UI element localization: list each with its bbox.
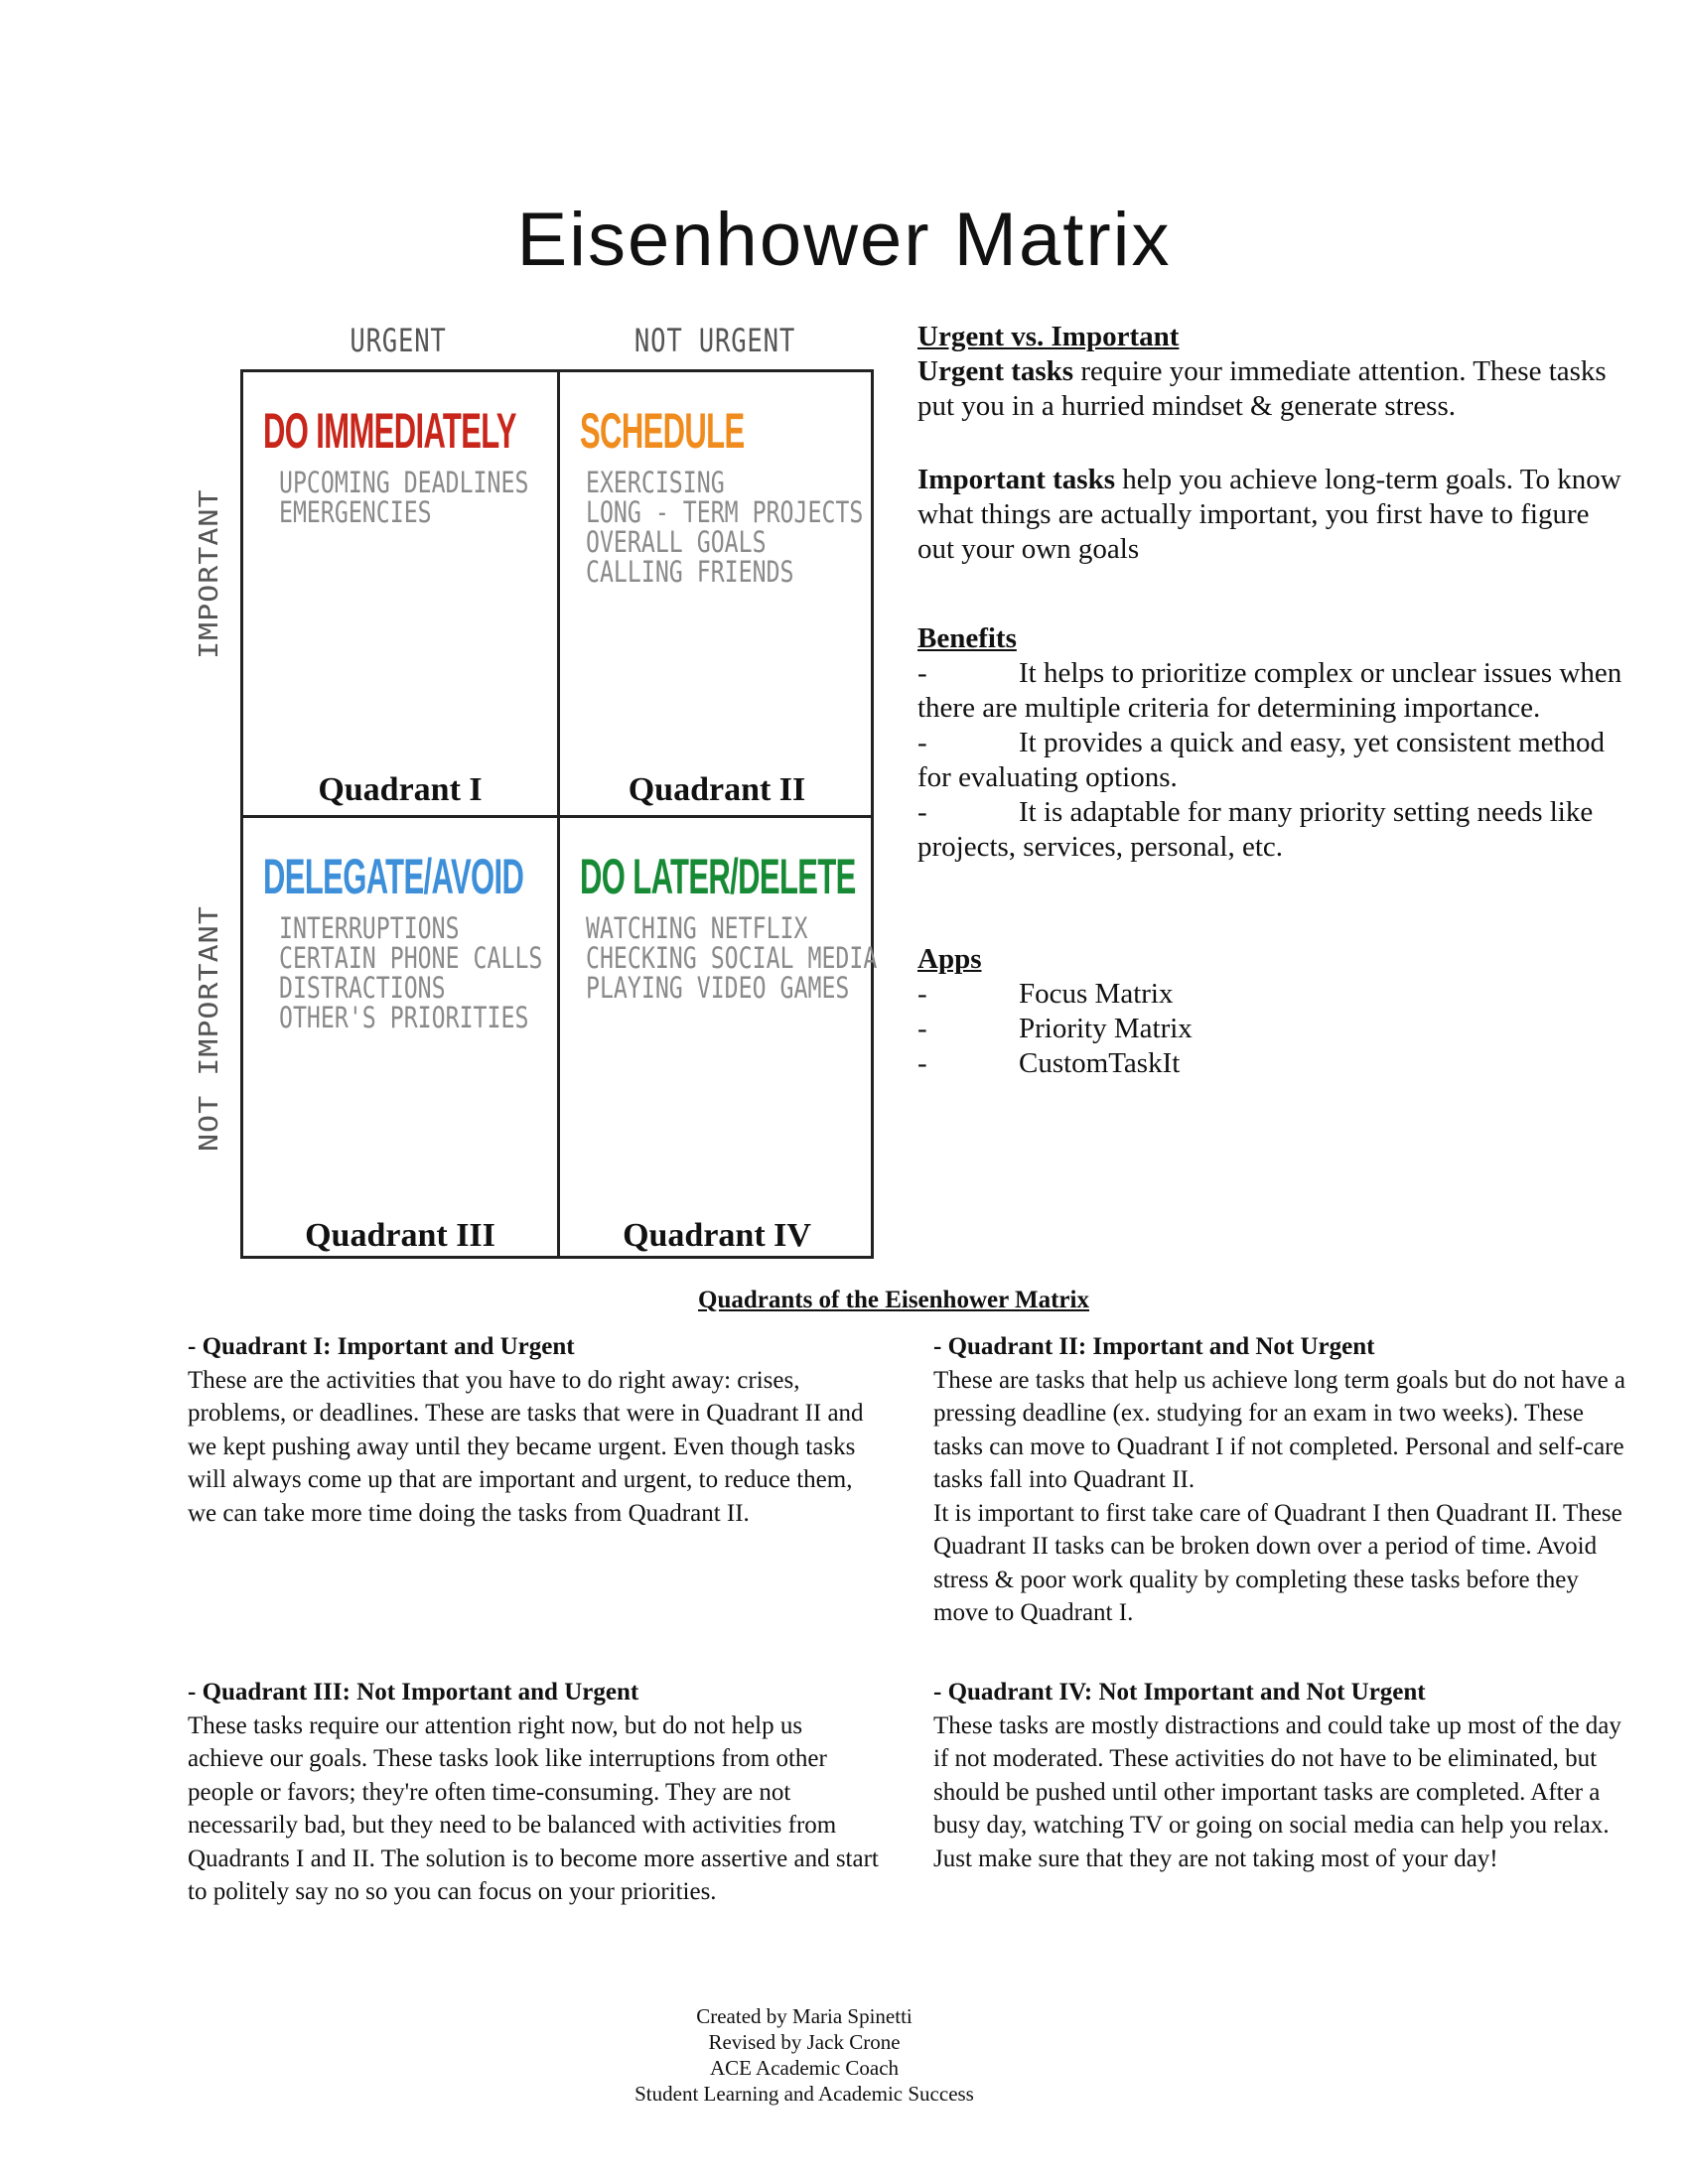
quadrant-4-description: [933, 1676, 1628, 1875]
description-heading: - Quadrant III: Not Important and Urgent: [188, 1679, 639, 1706]
app-item: - Focus Matrix: [917, 978, 1174, 1010]
quadrant-heading: DO IMMEDIATELY: [263, 403, 516, 459]
row-label-important: IMPORTANT: [195, 488, 224, 659]
description-text: These tasks are mostly distractions and could take up most of the day if not moderated. These activities do not have to be eliminated, but should be pushed until other important tasks are completed. After a busy day, watching TV or going on social media can help you relax. Just make sure that they are not taking most of your day!: [933, 1711, 1621, 1872]
quadrant-items: [279, 468, 528, 527]
quadrant-items: [586, 913, 877, 1003]
list-item: UPCOMING DEADLINES: [279, 466, 529, 499]
page-title: Eisenhower Matrix: [516, 198, 1172, 282]
quadrant-name: Quadrant II: [628, 771, 806, 808]
quadrant-name: Quadrant I: [318, 771, 483, 808]
credit-line: Created by Maria Spinetti: [696, 2004, 913, 2028]
credit-line: Revised by Jack Crone: [708, 2030, 901, 2054]
benefits-heading: Benefits: [917, 622, 1017, 654]
list-item: DISTRACTIONS: [279, 971, 446, 1005]
description-heading: - Quadrant I: Important and Urgent: [188, 1333, 575, 1360]
benefit-item: - It helps to prioritize complex or unclear issues when there are multiple criteria for determining importance.: [917, 657, 1622, 724]
list-item: OTHER'S PRIORITIES: [279, 1001, 529, 1034]
important-paragraph: [917, 463, 1632, 567]
credits: [0, 2003, 1609, 2107]
list-item: INTERRUPTIONS: [279, 911, 460, 945]
description-text: These tasks require our attention right now, but do not help us achieve our goals. These tasks look like interruptions from other people or favors; they're often time-consuming. They are not necessarily bad, but they need to be balanced with activities from Quadrants I and II. The solution is to become more assertive and start to politely say no so you can focus on your priorities.: [188, 1711, 879, 1905]
quadrant-2-description: [933, 1330, 1628, 1630]
benefit-item: - It provides a quick and easy, yet consistent method for evaluating options.: [917, 727, 1606, 793]
quadrants-section-title: Quadrants of the Eisenhower Matrix: [698, 1287, 1089, 1313]
row-label-not-important: NOT IMPORTANT: [195, 905, 224, 1152]
list-item: EMERGENCIES: [279, 495, 432, 529]
app-item: - CustomTaskIt: [917, 1047, 1181, 1079]
description-heading: - Quadrant IV: Not Important and Not Urgent: [933, 1679, 1426, 1706]
col-label-not-urgent: NOT URGENT: [633, 322, 796, 359]
description-text: It is important to first take care of Quadrant I then Quadrant II. These Quadrant II tasks can be broken down over a period of time. Avoid stress & poor work quality by completing these tasks before they move to Quadrant I.: [933, 1499, 1622, 1626]
urgent-paragraph: [917, 354, 1632, 424]
side-panel: [917, 320, 1632, 1081]
quadrant-heading: DO LATER/DELETE: [580, 849, 856, 904]
quadrant-heading: DELEGATE/AVOID: [263, 849, 524, 904]
quadrant-items: [279, 913, 542, 1032]
description-text: These are the activities that you have to do right away: crises, problems, or deadlines. These are tasks that were in Quadrant II and we kept pushing away until they became urgent. Even though tasks will always come up that are important and urgent, to reduce them, we can take more time doing the tasks from Quadrant II.: [188, 1366, 864, 1527]
list-item: CHECKING SOCIAL MEDIA: [586, 941, 878, 975]
apps-heading: Apps: [917, 943, 982, 975]
quadrant-1-description: [188, 1330, 883, 1530]
list-item: PLAYING VIDEO GAMES: [586, 971, 850, 1005]
list-item: CERTAIN PHONE CALLS: [279, 941, 543, 975]
app-item: - Priority Matrix: [917, 1013, 1193, 1044]
benefit-item: - It is adaptable for many priority setting needs like projects, services, personal, etc.: [917, 796, 1594, 863]
urgent-bold: Urgent tasks: [917, 355, 1074, 387]
list-item: OVERALL GOALS: [586, 525, 767, 559]
list-item: LONG - TERM PROJECTS: [586, 495, 864, 529]
important-bold: Important tasks: [917, 464, 1115, 495]
eisenhower-matrix: [240, 369, 878, 1259]
col-label-urgent: URGENT: [350, 322, 447, 359]
list-item: WATCHING NETFLIX: [586, 911, 808, 945]
list-item: EXERCISING: [586, 466, 725, 499]
quadrant-4: [560, 818, 878, 1261]
description-text: These are tasks that help us achieve long term goals but do not have a pressing deadline (ex. studying for an exam in two weeks). These tasks can move to Quadrant I if not completed. Personal and self-care tasks fall into Quadrant II.: [933, 1366, 1626, 1493]
urgent-text: require your immediate attention. These tasks put you in a hurried mindset & generate stress.: [917, 355, 1607, 422]
quadrant-3-description: [188, 1676, 883, 1909]
quadrant-heading: SCHEDULE: [580, 403, 745, 459]
quadrant-2: [560, 372, 874, 815]
important-text: help you achieve long-term goals. To know what things are actually important, you first have to figure out your own goals: [917, 464, 1621, 565]
quadrant-items: [586, 468, 863, 587]
credit-line: ACE Academic Coach: [709, 2056, 900, 2080]
credit-line: Student Learning and Academic Success: [634, 2082, 974, 2106]
list-item: CALLING FRIENDS: [586, 555, 794, 589]
description-heading: - Quadrant II: Important and Not Urgent: [933, 1333, 1375, 1360]
quadrant-1: [243, 372, 557, 815]
quadrant-name: Quadrant III: [305, 1217, 495, 1254]
urgent-vs-important-heading: Urgent vs. Important: [917, 321, 1180, 352]
quadrant-3: [243, 818, 557, 1261]
quadrant-name: Quadrant IV: [623, 1217, 811, 1254]
